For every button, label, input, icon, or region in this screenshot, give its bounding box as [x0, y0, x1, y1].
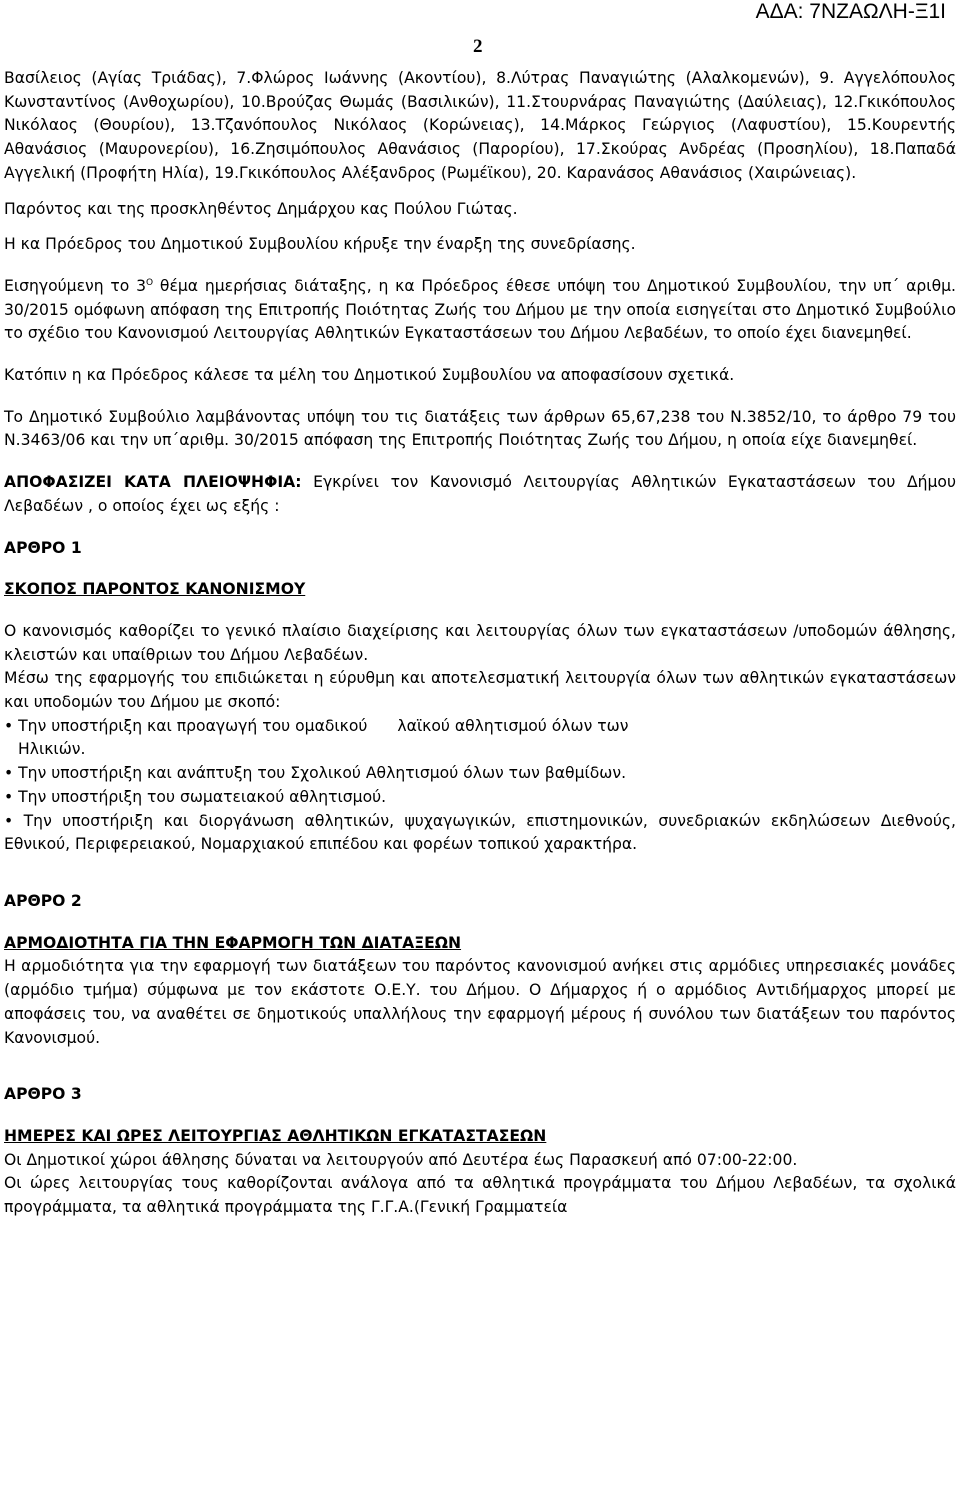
article1-subtitle: ΣΚΟΠΟΣ ΠΑΡΟΝΤΟΣ ΚΑΝΟΝΙΣΜΟΥ [4, 580, 306, 599]
article3-title: ΑΡΘΡΟ 3 [4, 1085, 82, 1104]
article2-para1: Η αρμοδιότητα για την εφαρμογή των διατάξεων του παρόντος κανονισμού ανήκει στις αρμόδιες υπηρεσιακές μονάδες (αρμόδιο τμήμα) σύμφωνα με τον εκάστοτε Ο.Ε.Υ. του Δήμου. Ο Δήμαρχος ή ο αρμόδιος Αντιδήμαρχος μπορεί με αποφάσεις του, να αναθέτει σε δημοτικούς υπαλλήλους την εφαρμογή μέρους ή συνόλου των διατάξεων του παρόντος Κανονισμού. [4, 957, 956, 1047]
bullet1-continued: Ηλικιών. [18, 740, 86, 759]
article1-para2: Μέσω της εφαρμογής του επιδιώκεται η εύρυθμη και αποτελεσματική λειτουργία όλων των αθλητικών εγκαταστάσεων και υποδομών του Δήμου με σκοπό: [4, 669, 956, 712]
opening-paragraph: Η κα Πρόεδρος του Δημοτικού Συμβουλίου κήρυξε την έναρξη της συνεδρίασης. [4, 235, 636, 254]
page-number: 2 [473, 36, 483, 57]
decision-label: ΑΠΟΦΑΣΙΖΕΙ ΚΑΤΑ ΠΛΕΙΟΨΗΦΙΑ: [4, 473, 302, 492]
document-body [4, 67, 956, 1220]
article2-subtitle: ΑΡΜΟΔΙΟΤΗΤΑ ΓΙΑ ΤΗΝ ΕΦΑΡΜΟΓΗ ΤΩΝ ΔΙΑΤΑΞΕΩΝ [4, 933, 462, 952]
article1-bullet3: • Την υποστήριξη του σωματειακού αθλητισμού. [4, 787, 387, 806]
bullet1-end: λαϊκού αθλητισμού όλων των [392, 716, 629, 735]
presence-paragraph: Παρόντος και της προσκληθέντος Δημάρχου κας Πούλου Γιώτας. [4, 199, 518, 218]
council-considering: Το Δημοτικό Συμβούλιο λαμβάνοντας υπόψη του τις διατάξεις των άρθρων 65,67,238 του Ν.3852/10, το άρθρο 79 του Ν.3463/06 και την υπ΄αριθμ. 30/2015 απόφαση της Επιτροπής Ποιότητας Ζωής του Δήμου, η οποία είχε διανεμηθεί. [4, 407, 956, 450]
article3-subtitle: ΗΜΕΡΕΣ ΚΑΙ ΩΡΕΣ ΛΕΙΤΟΥΡΓΙΑΣ ΑΘΛΗΤΙΚΩΝ ΕΓΚΑΤΑΣΤΑΣΕΩΝ [4, 1126, 547, 1145]
ada-code: ΑΔΑ: 7ΝΖΑΩΛΗ-Ξ1Ι [755, 0, 946, 23]
decision-text: Εγκρίνει τον Κανονισμό Λειτουργίας Αθλητικών Εγκαταστάσεων του Δήμου Λεβαδέων , ο οποίος έχει ως εξής : [4, 473, 957, 515]
article1-para1: Ο κανονισμός καθορίζει το γενικό πλαίσιο διαχείρισης και λειτουργίας όλων των εγκαταστάσεων /υποδομών άθλησης, κλειστών και υπαίθριων του Δήμου Λεβαδέων. [4, 621, 956, 664]
call-to-decide: Κατόπιν η κα Πρόεδρος κάλεσε τα μέλη του Δημοτικού Συμβουλίου να αποφασίσουν σχετικά. [4, 366, 735, 385]
article1-bullet2: • Την υποστήριξη και ανάπτυξη του Σχολικού Αθλητισμού όλων των βαθμίδων. [4, 764, 627, 783]
article3-para1: Οι Δημοτικοί χώροι άθλησης δύναται να λειτουργούν από Δευτέρα έως Παρασκευή από 07:00-22:00. [4, 1150, 798, 1169]
article1-title: ΑΡΘΡΟ 1 [4, 538, 82, 557]
topic-paragraph [4, 275, 956, 346]
article1-bullet4: • Την υποστήριξη και διοργάνωση αθλητικών, ψυχαγωγικών, επιστημονικών, συνεδριακών εκδηλώσεων Διεθνούς, Εθνικού, Περιφερειακού, Νομαρχιακού επιπέδου και φορέων τοπικού χαρακτήρα. [4, 811, 956, 854]
topic-superscript: Ο [146, 277, 154, 288]
article3-para2: Οι ώρες λειτουργίας τους καθορίζονται ανάλογα από τα αθλητικά προγράμματα του Δήμου Λεβαδέων, τα σχολικά προγράμματα, τα αθλητικά προγράμματα της Γ.Γ.Α.(Γενική Γραμματεία [4, 1174, 956, 1217]
decision-paragraph [4, 471, 956, 518]
bullet1-start: • Την υποστήριξη και προαγωγή του ομαδικού [4, 716, 373, 735]
members-list: Βασίλειος (Αγίας Τριάδας), 7.Φλώρος Ιωάννης (Ακοντίου), 8.Λύτρας Παναγιώτης (Αλαλκομενών), 9. Αγγελόπουλος Κωνσταντίνος (Ανθοχωρίου), 10.Βρούζας Θωμάς (Βασιλικών), 11.Στουρνάρας Παναγιώτης (Δαύλειας), 12.Γκικόπουλος Νικόλαος (Θουρίου), 13.Τζανόπουλος Νικόλαος (Κορώνειας), 14.Μάρκος Γεώργιος (Λαφυστίου), 15.Κουρεντής Αθανάσιος (Μαυρονερίου), 16.Ζησιμόπουλος Αθανάσιος (Παρορίου), 17.Σκούρας Ανδρέας (Προσηλίου), 18.Παπαδά Αγγελική (Προφήτη Ηλία), 19.Γκικόπουλος Αλέξανδρος (Ρωμέϊκου), 20. Καρανάσος Αθανάσιος (Χαιρώνειας). [4, 69, 956, 182]
article2-title: ΑΡΘΡΟ 2 [4, 891, 82, 910]
article1-bullet1 [4, 715, 956, 762]
topic-intro: Εισηγούμενη το 3 [4, 276, 147, 295]
topic-body: θέμα ημερήσιας διάταξης, η κα Πρόεδρος έθεσε υπόψη του Δημοτικού Συμβουλίου, την υπ΄ αριθμ. 30/2015 ομόφωνη απόφαση της Επιτροπής Ποιότητας Ζωής του Δήμου με την οποία εισηγείται στο Δημοτικό Συμβούλιο το σχέδιο του Κανονισμού Λειτουργίας Αθλητικών Εγκαταστάσεων του Δήμου Λεβαδέων, το οποίο έχει διανεμηθεί. [4, 276, 956, 343]
